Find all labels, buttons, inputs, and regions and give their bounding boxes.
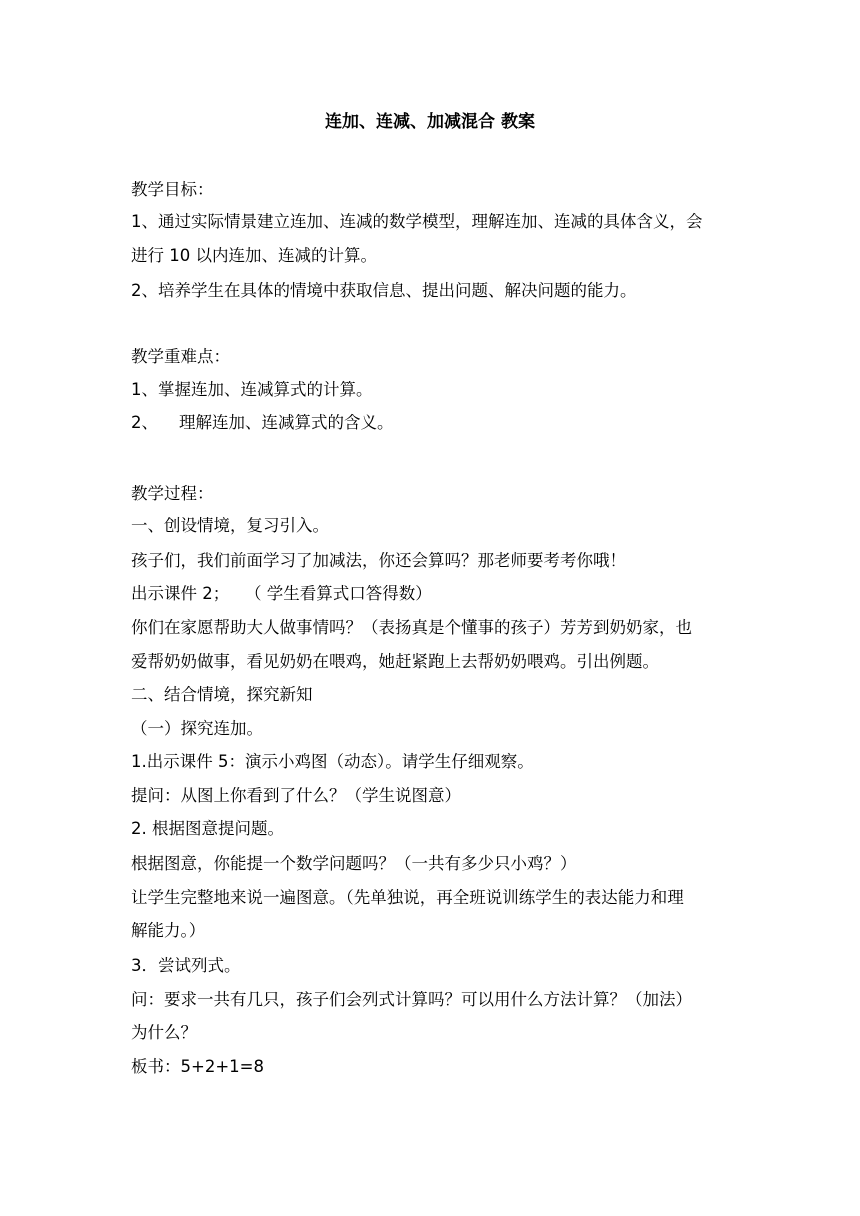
paragraph-line: 进行 10 以内连加、连减的计算。 — [131, 246, 377, 265]
paragraph-line: 为什么？ — [131, 1023, 197, 1042]
subsection-heading: （一）探究连加。 — [131, 719, 263, 738]
paragraph-line: 根据图意，你能提一个数学问题吗？（一共有多少只小鸡？） — [131, 854, 577, 873]
document-title: 连加、连减、加减混合 教案 — [325, 112, 535, 132]
paragraph-line: 孩子们，我们前面学习了加减法，你还会算吗？那老师要考考你哦！ — [131, 551, 626, 570]
paragraph-line: 出示课件 2； （ 学生看算式口答得数） — [131, 584, 432, 603]
paragraph-line: 你们在家愿帮助大人做事情吗？（表扬真是个懂事的孩子）芳芳到奶奶家，也 — [131, 618, 692, 637]
heading-teaching-goals: 教学目标： — [131, 180, 214, 199]
paragraph-line: 爱帮奶奶做事，看见奶奶在喂鸡，她赶紧跑上去帮奶奶喂鸡。引出例题。 — [131, 652, 659, 671]
paragraph-line: 解能力。） — [131, 921, 206, 940]
paragraph-line: 3．尝试列式。 — [131, 956, 241, 975]
section-heading: 一、创设情境，复习引入。 — [131, 516, 329, 535]
paragraph-line: 1、通过实际情景建立连加、连减的数学模型，理解连加、连减的具体含义，会 — [131, 212, 703, 231]
paragraph-line: 让学生完整地来说一遍图意。（先单独说，再全班说训练学生的表达能力和理 — [131, 888, 684, 907]
heading-teaching-process: 教学过程： — [131, 484, 214, 503]
paragraph-line: 1.出示课件 5：演示小鸡图（动态）。请学生仔细观察。 — [131, 752, 534, 771]
heading-key-points: 教学重难点： — [131, 347, 230, 366]
paragraph-line: 问：要求一共有几只，孩子们会列式计算吗？可以用什么方法计算？（加法） — [131, 990, 692, 1009]
section-heading: 二、结合情境，探究新知 — [131, 685, 313, 704]
paragraph-line: 提问：从图上你看到了什么？（学生说图意） — [131, 786, 461, 805]
paragraph-line: 板书：5+2+1=8 — [131, 1057, 264, 1076]
paragraph-line: 1、掌握连加、连减算式的计算。 — [131, 380, 373, 399]
paragraph-line: 2、培养学生在具体的情境中获取信息、提出问题、解决问题的能力。 — [131, 281, 637, 300]
paragraph-line: 2. 根据图意提问题。 — [131, 819, 284, 838]
paragraph-line: 2、 理解连加、连减算式的含义。 — [131, 413, 394, 432]
